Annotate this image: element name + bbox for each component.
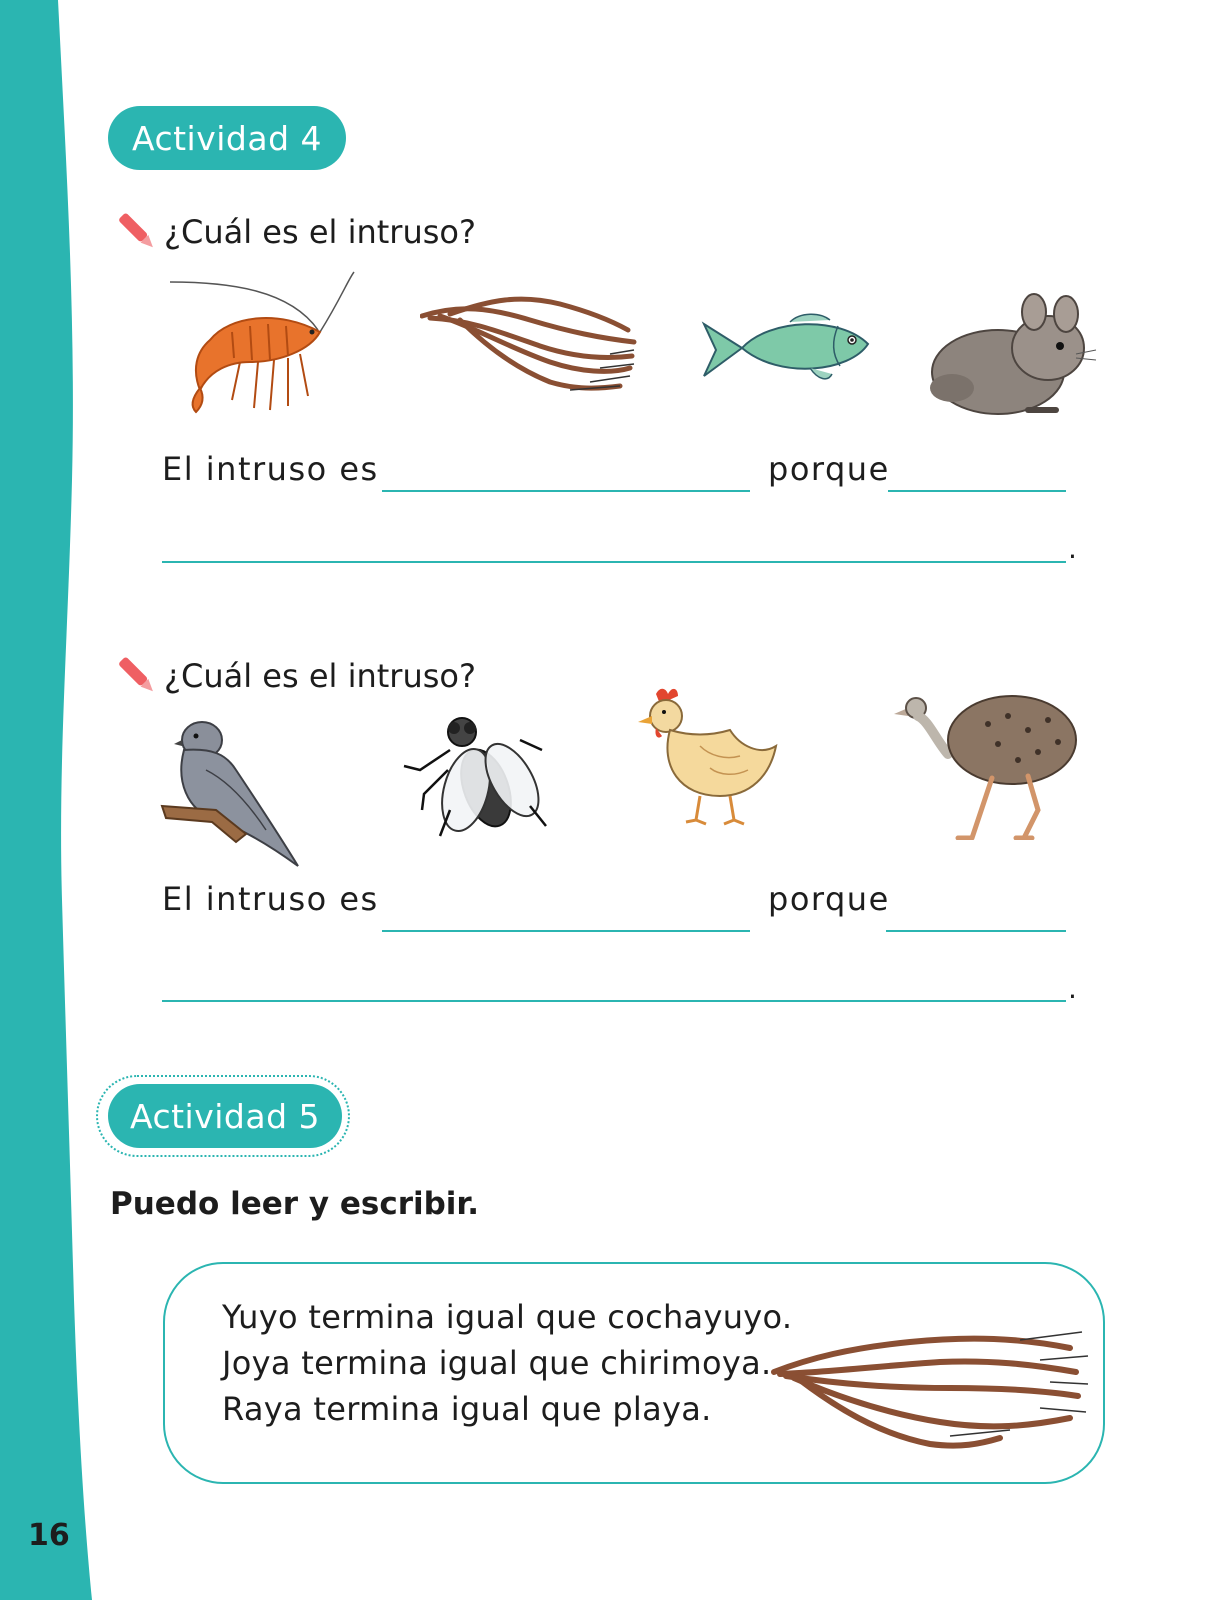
seaweed-icon (420, 290, 640, 400)
question-1-text: ¿Cuál es el intruso? (164, 213, 476, 251)
answer-2-prefix: El intruso es (162, 880, 379, 918)
answer-2-period: . (1068, 972, 1077, 1005)
rhea-icon (888, 680, 1088, 840)
answer-2-reason-line[interactable] (162, 1000, 1066, 1002)
page-number: 16 (28, 1518, 70, 1553)
answer-1-reason-blank[interactable] (888, 490, 1066, 492)
instruction-text: Puedo leer y escribir. (110, 1186, 480, 1222)
question-2-text: ¿Cuál es el intruso? (164, 657, 476, 695)
pencil-icon (118, 212, 156, 252)
image-row-1 (0, 270, 1222, 420)
hen-icon (630, 686, 780, 836)
reading-lines (222, 1294, 792, 1432)
reading-line-1: Yuyo termina igual que cochayuyo. (222, 1298, 793, 1336)
image-row-2 (0, 700, 1222, 870)
answer-2-reason-blank[interactable] (886, 930, 1066, 932)
activity-5-title: Actividad 5 (108, 1084, 342, 1148)
answer-1-porque: porque (768, 450, 890, 488)
reading-line-3: Raya termina igual que playa. (222, 1390, 712, 1428)
answer-1-blank[interactable] (382, 490, 750, 492)
activity-4-title: Actividad 4 (108, 106, 346, 170)
chinchilla-icon (928, 292, 1098, 420)
answer-2-blank[interactable] (382, 930, 750, 932)
shrimp-icon (170, 270, 370, 420)
answer-2-porque: porque (768, 880, 890, 918)
answer-1-reason-line[interactable] (162, 561, 1066, 563)
question-1 (118, 212, 476, 252)
fly-icon (400, 710, 550, 840)
question-2 (118, 656, 476, 696)
dove-icon (156, 710, 306, 870)
reading-line-2: Joya termina igual que chirimoya. (222, 1344, 772, 1382)
fish-icon (700, 310, 880, 390)
answer-1-period: . (1068, 532, 1077, 565)
pencil-icon (118, 656, 156, 696)
answer-1-prefix: El intruso es (162, 450, 379, 488)
seaweed-icon (770, 1318, 1090, 1458)
